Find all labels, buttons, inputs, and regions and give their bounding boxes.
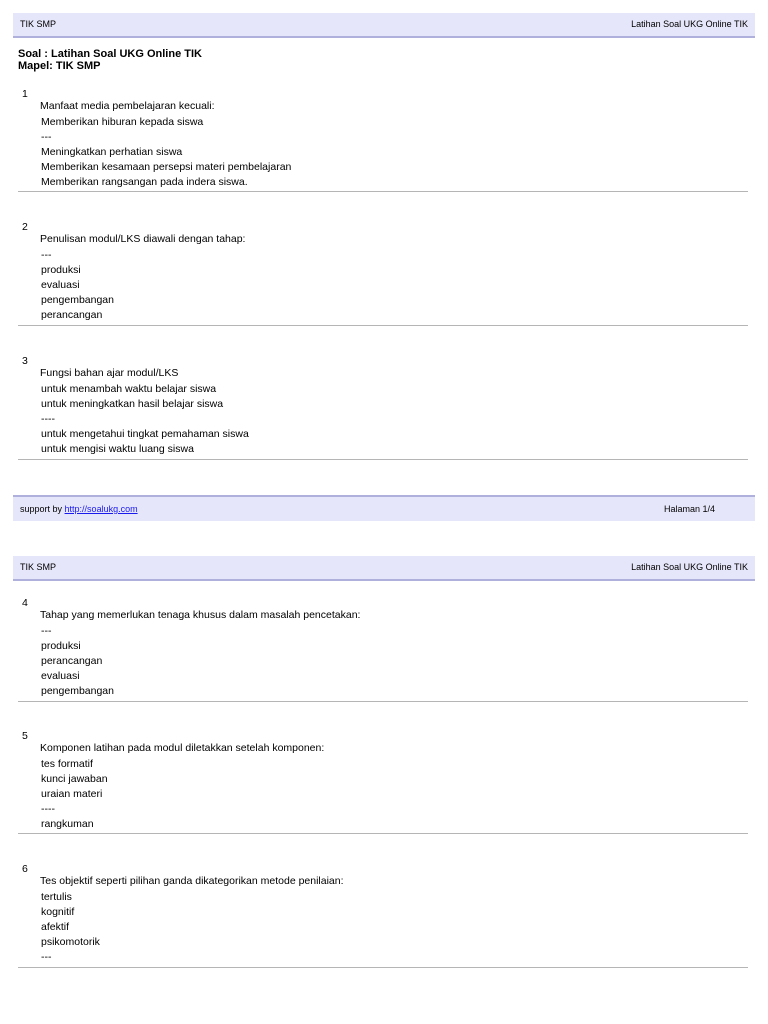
question-number: 6 bbox=[22, 863, 28, 875]
option-item: untuk meningkatkan hasil belajar siswa bbox=[41, 398, 224, 410]
option-item: produksi bbox=[41, 264, 81, 276]
option-item: afektif bbox=[41, 921, 70, 933]
footer-support bbox=[20, 497, 138, 521]
question-number: 3 bbox=[22, 355, 28, 367]
header-title: Latihan Soal UKG Online TIK bbox=[631, 19, 748, 29]
option-item: rangkuman bbox=[41, 818, 94, 830]
option-item: --- bbox=[41, 131, 52, 143]
option-item: evaluasi bbox=[41, 279, 80, 291]
question-block bbox=[18, 730, 748, 834]
option-item: evaluasi bbox=[41, 670, 80, 682]
page-indicator: Halaman 1/4 bbox=[663, 504, 715, 514]
option-list bbox=[41, 115, 291, 190]
support-prefix: support by bbox=[20, 504, 63, 514]
option-item: tes formatif bbox=[41, 758, 93, 770]
question-text: Penulisan modul/LKS diawali dengan tahap: bbox=[40, 233, 246, 245]
option-item: tertulis bbox=[41, 891, 72, 903]
option-item: produksi bbox=[41, 640, 81, 652]
option-item: ---- bbox=[41, 413, 55, 425]
header-title: Latihan Soal UKG Online TIK bbox=[631, 562, 748, 572]
option-item: Memberikan kesamaan persepsi materi pembelajaran bbox=[41, 161, 292, 173]
option-list bbox=[41, 890, 100, 965]
header-subject: TIK SMP bbox=[20, 562, 57, 572]
page-header bbox=[13, 556, 755, 581]
option-item: Meningkatkan perhatian siswa bbox=[41, 146, 183, 158]
option-item: uraian materi bbox=[41, 788, 103, 800]
option-item: Memberikan rangsangan pada indera siswa. bbox=[41, 176, 248, 188]
soal-line: Soal : Latihan Soal UKG Online TIK bbox=[18, 48, 202, 60]
option-item: pengembangan bbox=[41, 685, 114, 697]
option-item: --- bbox=[41, 951, 52, 963]
question-number: 1 bbox=[22, 88, 28, 100]
question-number: 2 bbox=[22, 221, 28, 233]
question-block bbox=[18, 88, 748, 192]
mapel-line: Mapel: TIK SMP bbox=[18, 60, 101, 72]
option-list bbox=[41, 382, 249, 457]
question-text: Fungsi bahan ajar modul/LKS bbox=[40, 367, 179, 379]
question-text: Komponen latihan pada modul diletakkan setelah komponen: bbox=[40, 742, 325, 754]
page-header bbox=[13, 13, 755, 38]
option-item: ---- bbox=[41, 803, 55, 815]
question-number: 4 bbox=[22, 597, 28, 609]
question-block bbox=[18, 597, 748, 702]
support-link[interactable]: http://soalukg.com bbox=[64, 504, 138, 514]
question-block bbox=[18, 355, 748, 460]
document-title bbox=[18, 48, 202, 72]
question-text: Tahap yang memerlukan tenaga khusus dalam masalah pencetakan: bbox=[40, 609, 361, 621]
option-item: --- bbox=[41, 625, 52, 637]
option-list bbox=[41, 248, 114, 323]
option-item: untuk menambah waktu belajar siswa bbox=[41, 383, 217, 395]
option-item: perancangan bbox=[41, 309, 103, 321]
option-item: kunci jawaban bbox=[41, 773, 108, 785]
question-text: Manfaat media pembelajaran kecuali: bbox=[40, 100, 215, 112]
question-text: Tes objektif seperti pilihan ganda dikategorikan metode penilaian: bbox=[40, 875, 344, 887]
option-item: Memberikan hiburan kepada siswa bbox=[41, 116, 204, 128]
question-block bbox=[18, 221, 748, 326]
header-subject: TIK SMP bbox=[20, 19, 57, 29]
option-list bbox=[41, 757, 108, 832]
option-item: kognitif bbox=[41, 906, 75, 918]
option-item: psikomotorik bbox=[41, 936, 100, 948]
question-block bbox=[18, 863, 748, 968]
option-item: --- bbox=[41, 249, 52, 261]
option-list bbox=[41, 624, 114, 699]
option-item: perancangan bbox=[41, 655, 103, 667]
question-number: 5 bbox=[22, 730, 28, 742]
option-item: untuk mengisi waktu luang siswa bbox=[41, 443, 194, 455]
option-item: pengembangan bbox=[41, 294, 114, 306]
page-footer bbox=[13, 495, 755, 521]
option-item: untuk mengetahui tingkat pemahaman siswa bbox=[41, 428, 249, 440]
